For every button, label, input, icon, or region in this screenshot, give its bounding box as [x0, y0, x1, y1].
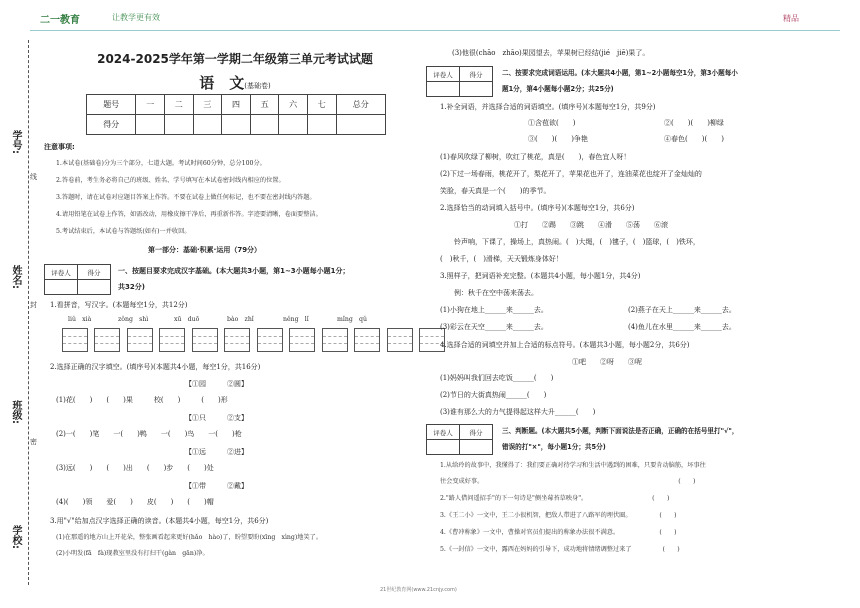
fill-line[interactable]: ( )秋千，( )滑梯，天天锻炼身体好！ [440, 255, 563, 263]
grade-cell[interactable] [460, 82, 493, 97]
question-1: 1.看拼音，写汉字。(本题每空1分，共12分) [50, 301, 188, 309]
exam-title: 2024-2025学年第一学期二年级第三单元考试试题 [97, 52, 373, 66]
options: 【①只 ②支】 [185, 414, 248, 422]
score-header: 五 [250, 95, 279, 115]
idiom-option[interactable]: ②( )( )柳绿 [664, 119, 724, 127]
writing-grid[interactable] [387, 328, 413, 352]
note-item: 1.本试卷(基础卷)分为三个部分，七道大题。考试时间60分钟，总分100分。 [56, 160, 266, 167]
score-cell[interactable] [307, 115, 336, 135]
subject-name: 语 文 [199, 74, 245, 92]
pinyin: mǐng qǔ [337, 316, 367, 323]
pinyin: xū duō [174, 316, 200, 323]
fill-line[interactable]: (1)小狗在地上______来______去。 [440, 306, 548, 314]
grade-label: 得分 [460, 425, 493, 440]
question: 1.补全词语，并选择合适的词语填空。(填序号)(本题每空1分，共9分) [440, 103, 656, 111]
grader-label: 评卷人 [45, 265, 78, 280]
fill-line[interactable]: (4)( )领 爱( ) 皮( ) ( )帽 [56, 498, 214, 506]
writing-grid[interactable] [354, 328, 380, 352]
grader-label: 评卷人 [427, 67, 460, 82]
grader-cell[interactable] [45, 280, 78, 295]
grader-box [426, 66, 493, 97]
school-label: 学校: [10, 525, 21, 549]
options: 【①园 ②圆】 [185, 380, 248, 388]
pinyin: bào zhǐ [227, 316, 254, 323]
grade-label: 得分 [460, 67, 493, 82]
section-title-cont: 错误的打"×"，每小题1分；共5分) [502, 443, 606, 451]
pinyin-choice[interactable]: (1)在那遥的地方山上开花朵，整张画看起来更好(hǎo hào)了，盼望要盼(xīng xìng)地笑了。 [56, 534, 323, 541]
brand-slogan: 让教学更有效 [112, 13, 160, 22]
fill-line[interactable]: 笑脸，春天真是一个( )的季节。 [440, 187, 551, 195]
score-cell[interactable] [279, 115, 308, 135]
fill-line[interactable]: (2)下过一场春雨，桃花开了，梨花开了，苹果花也开了，连油菜花也绽开了金灿灿的 [440, 170, 702, 178]
question: 2.选择恰当的动词填入括号中。(填序号)(本题每空1分，共6分) [440, 204, 635, 212]
score-header: 总分 [336, 95, 385, 115]
judge-item[interactable]: 往会变成好事。 ( ) [440, 478, 696, 485]
seal-word: 密 [30, 438, 37, 446]
score-header: 七 [307, 95, 336, 115]
fill-line[interactable]: (1)春风吹绿了柳树，吹红了桃花，真是( )，春色宜人呀！ [440, 153, 631, 161]
score-header: 题号 [87, 95, 136, 115]
score-header: 六 [279, 95, 308, 115]
score-header: 一 [136, 95, 165, 115]
score-cell[interactable] [336, 115, 385, 135]
score-row-label: 得分 [87, 115, 136, 135]
score-header: 二 [164, 95, 193, 115]
grader-box [426, 424, 493, 455]
options: 【①带 ②戴】 [185, 482, 248, 490]
header-divider [30, 30, 840, 31]
question: 4.选择合适的词填空并加上合适的标点符号。(本题共3小题，每小题2分，共6分) [440, 341, 690, 349]
seal-word: 封 [30, 301, 37, 309]
idiom-option[interactable]: ①含苞欲( ) [528, 119, 576, 127]
writing-grid[interactable] [289, 328, 315, 352]
score-cell[interactable] [222, 115, 251, 135]
pinyin: liǔ xià [68, 316, 92, 323]
question-3: 3.用"√"给加点汉字选择正确的读音。(本题共4小题，每空1分，共6分) [50, 517, 269, 525]
section-title-cont: 共32分) [118, 283, 145, 291]
notes-title: 注意事项: [44, 143, 75, 151]
grade-cell[interactable] [460, 440, 493, 455]
judge-item: 1.从给玲的故事中，我懂得了：我们要正确对待学习和生活中遇到的困难，只要肯动脑筋，坏事往 [440, 462, 706, 469]
fill-line[interactable]: (1)花( ) ( )果 校( ) ( )形 [56, 396, 228, 404]
idiom-option[interactable]: ③( )( )争艳 [528, 135, 588, 143]
fill-line[interactable]: (2)一( )笔 一( )鸭 一( )鸟 一( )枪 [56, 430, 242, 438]
grader-box [44, 264, 111, 295]
options: 【①远 ②进】 [185, 448, 248, 456]
fill-line[interactable]: (3)彩云在天空______来______去。 [440, 323, 548, 331]
grader-label: 评卷人 [427, 425, 460, 440]
judge-item[interactable]: 3.《王二小》一文中，王二小很机智，把敌人带进了八路军的埋伏圈。 ( ) [440, 512, 677, 519]
part-title: 第一部分：基础·积累·运用（79分） [148, 246, 262, 254]
grade-cell[interactable] [78, 280, 111, 295]
grader-cell[interactable] [427, 440, 460, 455]
fill-line[interactable]: (3)远( ) ( )出 ( )步 ( )处 [56, 464, 214, 472]
class-label: 班级: [10, 400, 21, 424]
question-2: 2.选择正确的汉字填空。(填序号)(本题共4小题，每空1分，共16分) [50, 363, 261, 371]
seal-line [28, 40, 29, 585]
fill-line[interactable]: (4)鱼儿在水里______来______去。 [628, 323, 736, 331]
fill-line[interactable]: (3)谁有那么大的力气提得起这样大升______( ) [440, 408, 596, 416]
subject-title [70, 72, 400, 93]
score-header: 四 [222, 95, 251, 115]
writing-grid[interactable] [159, 328, 185, 352]
writing-grid[interactable] [127, 328, 153, 352]
pinyin-choice[interactable]: (2)小明发(fā fà)现教室里没有打扫干(gàn gān)净。 [56, 550, 209, 557]
fill-line[interactable]: 铃声响，下课了，操场上，真热闹。( )大绳，( )毽子，( )篮球，( )铁环， [454, 238, 700, 246]
writing-grid[interactable] [62, 328, 88, 352]
section-title: 二、按要求完成词语运用。(本大题共4小题，第1~2小题每空1分，第3小题每小 [502, 69, 738, 77]
grade-label: 得分 [78, 265, 111, 280]
score-table [86, 94, 386, 135]
fill-line[interactable]: (2)燕子在天上______来______去。 [628, 306, 736, 314]
score-cell[interactable] [164, 115, 193, 135]
grader-cell[interactable] [427, 82, 460, 97]
judge-item[interactable]: 4.《曹冲称象》一文中，曹操对官员们提出的称象办法很不满意。 ( ) [440, 529, 677, 536]
section-title: 三、判断题。(本大题共5小题，判断下面说法是否正确，正确的在括号里打"√"， [502, 427, 739, 435]
question: 3.照样子，把词语补充完整。(本题共4小题，每小题1分，共4分) [440, 272, 641, 280]
seal-word: 线 [30, 173, 37, 181]
quality-badge: 精品 [783, 14, 799, 23]
score-header: 三 [193, 95, 222, 115]
subject-note: (基础卷) [244, 82, 271, 90]
score-cell[interactable] [250, 115, 279, 135]
writing-grid[interactable] [192, 328, 218, 352]
score-cell[interactable] [136, 115, 165, 135]
options: ①打 ②踢 ③跳 ④滑 ⑤荡 ⑥滚 [514, 221, 668, 229]
pinyin-choice[interactable]: (3)他很(chāo zhāo)果园望去，苹果树已经结(jié jiē)果了。 [452, 49, 650, 57]
name-label: 姓名: [10, 265, 21, 289]
note-item: 5.考试结束后，本试卷与答题纸(如有)一并收回。 [56, 228, 191, 235]
writing-grid[interactable] [322, 328, 348, 352]
options: ①吧 ②呀 ③呢 [572, 358, 642, 366]
fill-line[interactable]: (1)妈妈叫我们回去吃饭______( ) [440, 374, 554, 382]
pinyin-row [68, 314, 387, 325]
footer: 21世纪教育网(www.21cnjy.com) [380, 587, 457, 593]
section-title: 一、按题目要求完成汉字基础。(本大题共3小题，第1~3小题每小题1分； [118, 267, 350, 275]
writing-grid[interactable] [257, 328, 283, 352]
note-item: 4.请用铅笔在试卷上作答，如需改动，用橡皮擦干净后，再重新作答。字迹要清晰，卷面要整洁。 [56, 211, 322, 218]
judge-item[interactable]: 2."路人借问遥招手"的下一句诗是"侧坐莓苔草映身"。 ( ) [440, 495, 670, 502]
brand-logo: 二一教育 [40, 15, 80, 26]
note-item: 3.答题时，请在试卷对应题目答案上作答。不要在试卷上做任何标记，也不要在密封线内答题。 [56, 194, 316, 201]
judge-item[interactable]: 5.《一封信》一文中，露西在妈妈的引导下，成功地将情绪调整过来了 ( ) [440, 546, 680, 553]
writing-grid[interactable] [224, 328, 250, 352]
pinyin: zǒng shì [118, 316, 149, 323]
note-item: 2.答卷前，考生务必将自己的班级、姓名、学号填写在本试卷密封线内相应的位置。 [56, 177, 285, 184]
pinyin: něng lǐ [283, 316, 309, 323]
section-title-cont: 题1分，第4小题每小题2分；共25分) [502, 85, 614, 93]
student-id-label: 学号: [10, 130, 21, 154]
example: 例：秋千在空中荡来荡去。 [454, 289, 538, 297]
writing-grid[interactable] [94, 328, 120, 352]
fill-line[interactable]: (2)节日的大街真热闹______( ) [440, 391, 547, 399]
idiom-option[interactable]: ④春色( )( ) [664, 135, 724, 143]
score-cell[interactable] [193, 115, 222, 135]
tianzige-row [62, 328, 451, 356]
